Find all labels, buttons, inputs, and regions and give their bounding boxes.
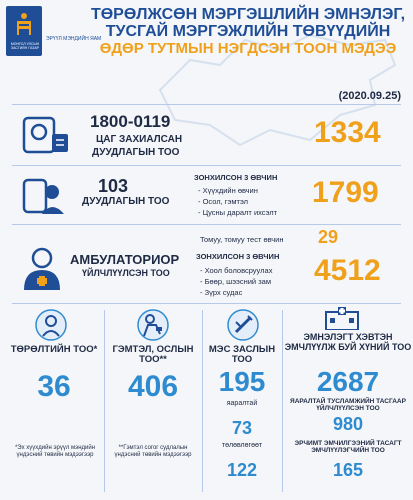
baby-icon <box>34 308 68 342</box>
appointment-label-1: ЦАГ ЗАХИАЛСАН <box>96 134 183 145</box>
report-date: (2020.09.25) <box>338 90 401 102</box>
injuries-note: **Гэмтэл согог судлалын үндэсний төвийн мэдээгээр <box>114 445 192 458</box>
appointment-value: 1334 <box>314 116 381 149</box>
injury-icon <box>136 308 170 342</box>
divider <box>12 303 401 304</box>
title-line-1: ТӨРӨЛЖСӨН МЭРГЭШЛИЙН ЭМНЭЛЭГ, <box>90 6 406 23</box>
flu-test-value: 29 <box>318 227 339 247</box>
title-line-3: ӨДӨР ТУТМЫН НЭГДСЭН ТООН МЭДЭЭ <box>99 40 397 57</box>
outpatient-title: АМБУЛАТОРИОР <box>70 252 180 267</box>
logo-text: МОНГОЛ УЛСЫН ЗАСГИЙН ГАЗАР <box>10 42 40 50</box>
appointment-label-2: ДУУДЛАГЫН ТОО <box>92 147 180 158</box>
injuries-value: 406 <box>127 370 179 403</box>
doctor-icon <box>20 246 64 292</box>
surgery-icon <box>226 308 260 342</box>
births-note: *Эх хүүхдийн эрүүл мэндийн үндэсний төвийн мэдээгээр <box>14 445 96 458</box>
top3-item: - Хоол боловсруулах <box>200 266 273 275</box>
icu-label: ЭРЧИМТ ЭМЧИЛГЭЭНИЙ ТАСАГТ ЭМЧЛҮҮЛЭГЧИЙН ТОО <box>294 440 402 454</box>
planned-surgery-label: төлөвлөгөөт <box>221 442 263 449</box>
top3-item: - Цусны даралт ихсэлт <box>198 208 278 217</box>
surgeries-value: 195 <box>218 366 266 397</box>
emergency-surgery-value: 73 <box>231 418 253 438</box>
calls-value: 1799 <box>312 176 379 209</box>
hospitalized-title: ЭМНЭЛЭГТ ХЭВТЭН ЭМЧЛҮҮЛЖ БУЙ ХҮНИЙ ТОО <box>284 332 412 352</box>
hospitalized-value: 2687 <box>316 366 380 397</box>
emergency-dept-value: 980 <box>332 414 364 434</box>
divider <box>12 165 401 166</box>
calls-label: ДУУДЛАГЫН ТОО <box>82 196 170 207</box>
top3-title: ЗОНХИЛСОН 3 ӨВЧИН <box>194 173 278 182</box>
icu-value: 165 <box>332 460 364 480</box>
government-logo <box>6 6 42 56</box>
column-divider <box>202 310 203 492</box>
divider <box>12 224 401 225</box>
planned-surgery-value: 122 <box>226 460 258 480</box>
injuries-title: ГЭМТЭЛ, ОСЛЫН ТОО** <box>112 344 194 365</box>
ambulance-number: 103 <box>98 176 129 196</box>
top3-item: - Бөөр, шээсний зам <box>200 277 271 286</box>
call-center-icon <box>22 176 66 216</box>
page-title <box>88 6 408 57</box>
flu-test-label: Томуу, томуу тест өвчин <box>200 235 284 244</box>
title-line-2: ТУСГАЙ МЭРГЭЖЛИЙН ТӨВҮҮДИЙН <box>105 23 391 40</box>
divider <box>12 104 401 105</box>
emergency-dept-label: ЯАРАЛТАЙ ТУСЛАМЖИЙН ТАСГААР ҮЙЛЧЛҮҮЛСЭН ТОО <box>290 398 406 412</box>
outpatient-value: 4512 <box>314 254 381 287</box>
births-title: ТӨРӨЛТИЙН ТОО* <box>10 344 98 355</box>
births-value: 36 <box>37 370 71 403</box>
column-divider <box>104 310 105 492</box>
surgeries-title: МЭС ЗАСЛЫН ТОО <box>208 344 276 365</box>
hospital-icon <box>322 306 362 330</box>
column-divider <box>282 310 283 492</box>
outpatient-subtitle: ҮЙЛЧЛҮҮЛСЭН ТОО <box>82 268 170 278</box>
ministry-name: ЭРҮҮЛ МЭНДИЙН ЯАМ <box>46 36 102 42</box>
top3-title: ЗОНХИЛСОН 3 ӨВЧИН <box>196 252 280 261</box>
hotline-number: 1800-0119 <box>90 112 171 131</box>
phone-calendar-icon <box>22 116 72 156</box>
top3-item: - Осол, гэмтэл <box>198 197 248 206</box>
soyombo-icon <box>16 12 32 36</box>
top3-item: - Хүүхдийн өвчин <box>198 186 258 195</box>
emergency-surgery-label: яаралтай <box>226 400 258 407</box>
top3-item: - Зүрх судас <box>200 288 243 297</box>
